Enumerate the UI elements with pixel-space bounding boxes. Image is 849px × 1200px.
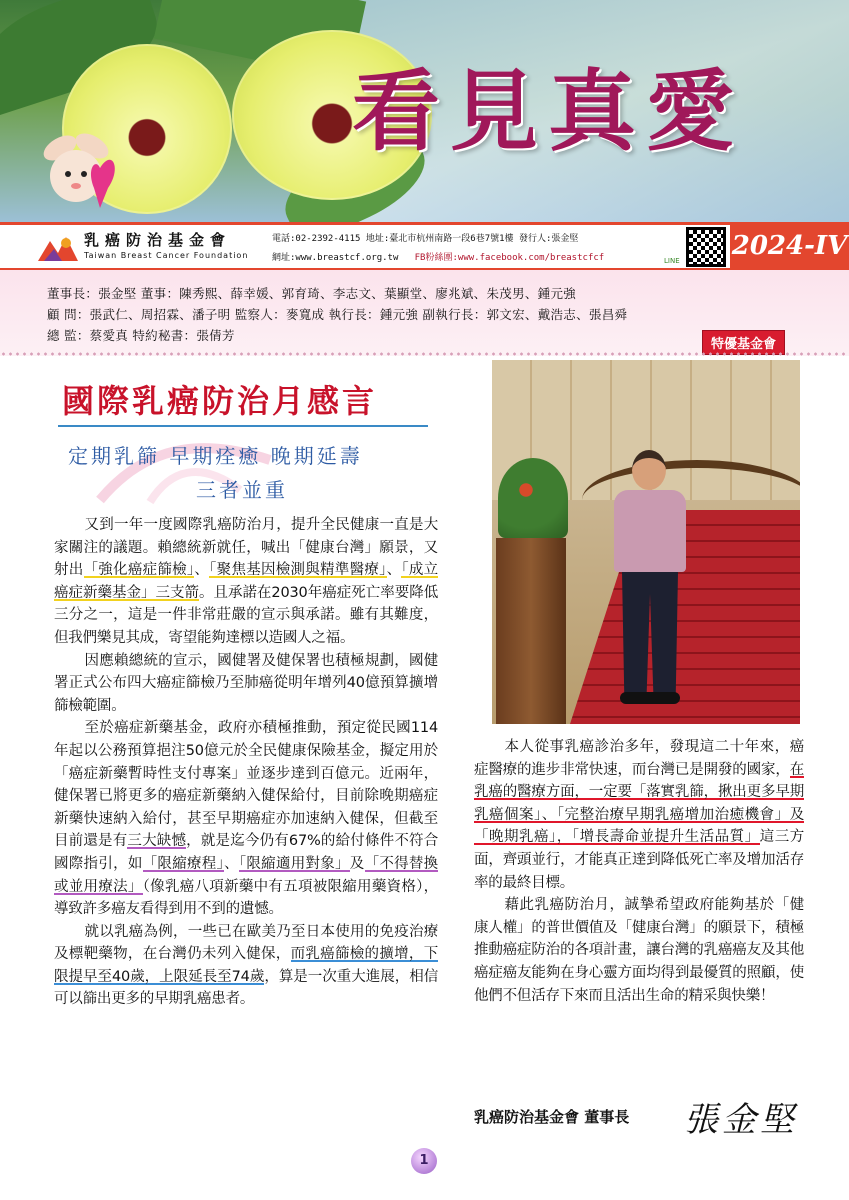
bunny-mascot-icon [30,128,122,216]
masthead-strip [0,222,849,270]
board-line: 董事長：張金堅 董事：陳秀熙、薛幸媛、郭育琦、李志文、葉顯堂、廖兆斌、朱茂男、鍾元強 [47,286,577,301]
highlight: 「成立癌症新藥基金」三支箭 [54,562,438,601]
highlight: 「聚焦基因檢測與精準醫療」 [209,562,387,579]
issue-number: 2024-IV [730,222,849,272]
paragraph: 就以乳癌為例，一些已在歐美乃至日本使用的免疫治療及標靶藥物，在台灣仍未列入健保，而乳癌篩檢的擴增，下限提早至40歲，上限延長至74歲，算是一次重大進展，相信可以篩出更多的早期乳癌患者。 [54,923,438,1008]
board-line: 顧 問：張武仁、周招霖、潘子明 監察人：麥寬成 執行長：鍾元強 副執行長：郭文宏、戴浩志、張昌舜 [47,307,628,322]
handwritten-signature: 張金堅 [684,1100,798,1140]
board-members [0,270,849,356]
highlight: 而乳癌篩檢的擴增，下限提早至40歲，上限延長至74歲 [54,946,438,985]
award-badge: 特優基金會 [702,330,785,355]
web-links [272,250,604,263]
contact-info: 電話:02-2392-4115 地址:臺北市杭州南路一段6巷7號1樓 發行人:張金堅 [272,234,579,244]
org-name-en: Taiwan Breast Cancer Foundation [84,251,249,260]
paragraph: 至於癌症新藥基金，政府亦積極推動，預定從民國114年起以公務預算挹注50億元於全民健康保險基金，擬定用於「癌症新藥暫時性支付專案」並逐步達到百億元。近兩年，健保署已將更多的癌症新藥納入健保給付，目前除晚期癌症新藥快速納入給付，甚至早期癌症亦加速納入健保，但截至目前還是有三大缺憾，就是迄今仍有67%的給付條件不符合國際指引，如「限縮療程」、「限縮適用對象」及「不得替換或並用療法」（像乳癌八項新藥中有五項被限縮用藥資格），導致許多癌友看得到用不到的遺憾。 [54,720,439,918]
highlight: 「強化癌症篩檢」 [83,562,195,579]
highlight: 在乳癌的醫療方面，一定要「落實乳篩，揪出更多早期乳癌個案」、「完整治療早期乳癌增加治癒機會」及「晚期乳癌」，「增長壽命並提升生活品質」 [474,761,804,846]
paragraph: 因應賴總統的宣示，國健署及健保署也積極規劃，國健署正式公布四大癌症篩檢乃至肺癌從明年增列40億預算擴增篩檢範圍。 [54,652,438,714]
highlight: 「不得替換或並用療法」 [54,855,438,895]
article-subtitle: 定期乳篩 早期痊癒 晚期延壽 [68,444,363,468]
banner [0,0,849,222]
org-name: 乳癌防治基金會 [84,231,232,249]
highlight: 「限縮適用對象」 [238,855,350,872]
paragraph: 藉此乳癌防治月，誠摯希望政府能夠基於「健康人權」的普世價值及「健康台灣」的願景下，積極推動癌症防治的各項計畫，讓台灣的乳癌癌友及其他癌症癌友能夠在身心靈方面均得到最優質的照顧，使他們不但活存下來而且活出生命的精采與快樂！ [474,897,804,1004]
paragraph: 本人從事乳癌診治多年，發現這二十年來，癌症醫療的進步非常快速，而台灣已是開發的國家，在乳癌的醫療方面，一定要「落實乳篩，揪出更多早期乳癌個案」、「完整治療早期乳癌增加治癒機會」及「晚期乳癌」，「增長壽命並提升生活品質」這三方面，齊頭並行，才能真正達到降低死亡率及增加活存率的最終目標。 [474,739,805,891]
highlight: 「限縮療程」 [142,855,225,872]
signature-label: 乳癌防治基金會 董事長 [474,1108,630,1126]
article-subtitle: 三者並重 [196,478,288,502]
foundation-logo-icon [36,231,80,265]
page-number: 1 [411,1148,437,1174]
board-line: 總 監：蔡愛真 特約秘書：張倩芳 [47,328,235,343]
website-link[interactable]: 網址:www.breastcf.org.tw [272,253,399,263]
paragraph: 又到一年一度國際乳癌防治月，提升全民健康一直是大家關注的議題。賴總統新就任，喊出「健康台灣」願景，又射出「強化癌症篩檢」、「聚焦基因檢測與精準醫療」、「成立癌症新藥基金」三支箭。且承諾在2030年癌症死亡率要降低三分之一，這是一件非常莊嚴的宣示與承諾。雖有其難度，但我們樂見其成，寄望能夠達標以造國人之福。 [54,517,438,646]
article-column-left [54,514,438,1011]
article-title: 國際乳癌防治月感言 [62,382,378,420]
chairman-photo [492,360,800,724]
article-column-right [474,736,804,1007]
title-underline [58,425,428,427]
facebook-link[interactable]: FB粉絲團:www.facebook.com/breastcfcf [414,253,605,263]
qr-code-icon[interactable] [686,227,726,267]
newsletter-title: 看見真愛 [352,59,745,163]
qr-caption: LINE [664,257,680,265]
highlight: 三大缺憾 [127,833,187,850]
dotted-divider [0,352,849,356]
person-figure [610,450,690,708]
